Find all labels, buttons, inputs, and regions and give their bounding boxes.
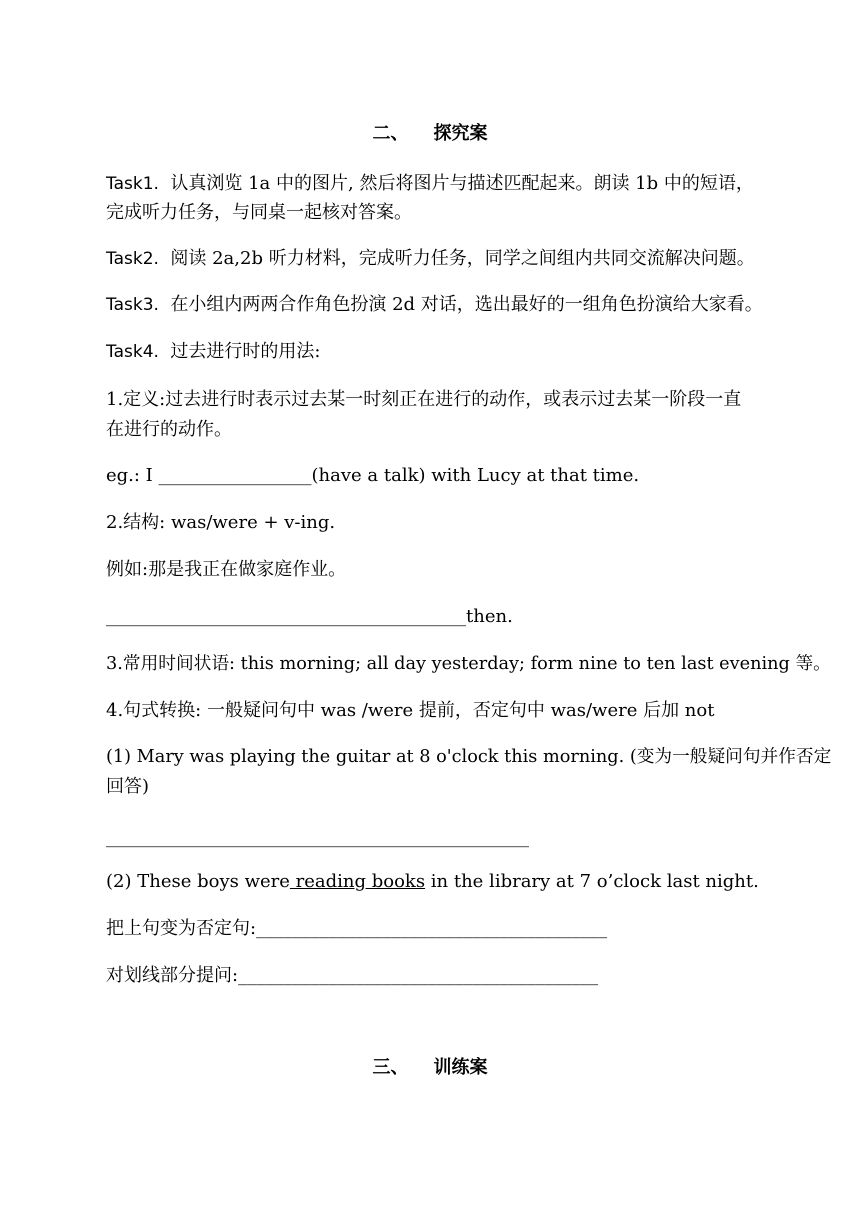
task4-label: Task4. [106, 342, 159, 362]
definition-line-1: 1.定义:过去进行时表示过去某一时刻正在进行的动作，或表示过去某一阶段一直 [106, 389, 742, 410]
question1-line-2: 回答) [106, 776, 150, 797]
negative-sentence-blank: 把上句变为否定句:_______________________________________ [106, 918, 608, 939]
task2-line [106, 247, 755, 271]
definition-line-2: 在进行的动作。 [106, 419, 232, 440]
example-blank-2: ________________________________________then. [106, 606, 513, 627]
example-prompt-2: 例如:那是我正在做家庭作业。 [106, 559, 347, 580]
question2-line [106, 870, 759, 894]
task1-label: Task1. [106, 174, 159, 194]
task1-text: 认真浏览 1a 中的图片, 然后将图片与描述匹配起来。朗读 1b 中的短语， [170, 173, 754, 194]
task4-text: 过去进行时的用法: [170, 341, 321, 362]
example-sentence-1: eg.: I _________________(have a talk) with Lucy at that time. [106, 465, 640, 486]
task2-label: Task2. [106, 249, 159, 269]
task3-line [106, 293, 763, 317]
task3-label: Task3. [106, 295, 159, 315]
task1-continuation: 完成听力任务，与同桌一起核对答案。 [106, 202, 412, 223]
question2-underlined-phrase: reading books [289, 871, 426, 892]
underline-question-blank: 对划线部分提问:________________________________________ [106, 965, 599, 986]
time-adverbials-line: 3.常用时间状语: this morning; all day yesterday; form nine to ten last evening 等。 [106, 654, 831, 674]
question1-line-1: (1) Mary was playing the guitar at 8 o'clock this morning. (变为一般疑问句并作否定 [106, 747, 832, 767]
question1-answer-blank: _______________________________________________ [106, 827, 529, 848]
task4-line [106, 340, 320, 364]
task2-text: 阅读 2a,2b 听力材料，完成听力任务，同学之间组内共同交流解决问题。 [170, 248, 755, 269]
section-heading-explore: 二、 探究案 [372, 123, 488, 144]
conversion-rule-line: 4.句式转换: 一般疑问句中 was /were 提前，否定句中 was/were 后加 not [106, 700, 715, 721]
question2-before: (2) These boys were [106, 871, 290, 892]
structure-line: 2.结构: was/were + v-ing. [106, 512, 336, 533]
task1-line [106, 172, 754, 196]
task3-text: 在小组内两两合作角色扮演 2d 对话，选出最好的一组角色扮演给大家看。 [170, 294, 763, 315]
question2-after: in the library at 7 o’clock last night. [425, 871, 759, 892]
section-heading-training: 三、 训练案 [372, 1057, 488, 1078]
